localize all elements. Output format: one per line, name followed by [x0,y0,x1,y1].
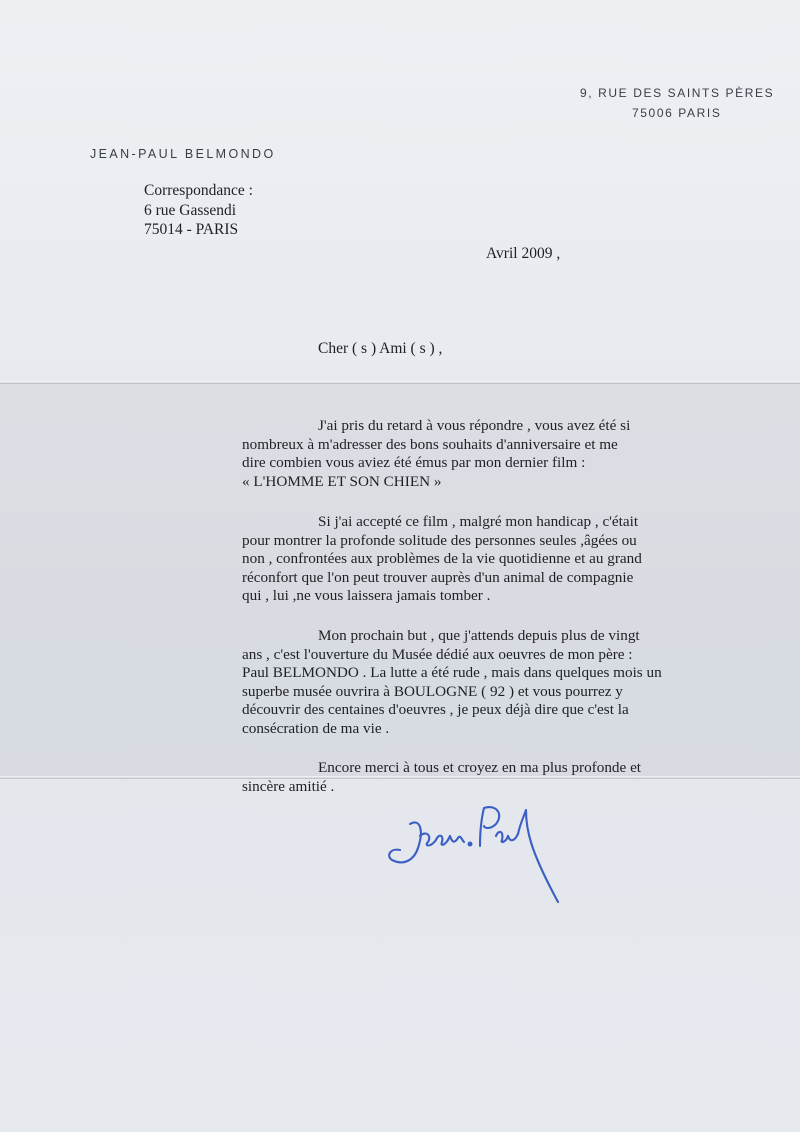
paragraph-line: Paul BELMONDO . La lutte a été rude , mais dans quelques mois un [242,664,662,682]
paragraph-line: Si j'ai accepté ce film , malgré mon handicap , c'était [318,513,639,530]
paragraph-line: réconfort que l'on peut trouver auprès d'un animal de compagnie [242,568,634,586]
paragraph-line: superbe musée ouvrira à BOULOGNE ( 92 ) et vous pourrez y [242,682,623,700]
paragraph-line: découvrir des centaines d'oeuvres , je peux déjà dire que c'est la [242,701,629,719]
paper-fold-upper [0,381,800,384]
letter-date: Avril 2009 , [486,245,561,262]
paragraph-line: Encore merci à tous et croyez en ma plus profonde et [318,759,642,776]
handwritten-signature [380,800,560,910]
paragraph-1 [242,417,712,491]
paragraph-line: pour montrer la profonde solitude des personnes seules ,âgées ou [242,531,637,549]
paragraph-line: sincère amitié . [242,777,335,795]
correspondence-street: 6 rue Gassendi [144,201,237,219]
paragraph-line: « L'HOMME ET SON CHIEN » [242,472,442,490]
paragraph-line: consécration de ma vie . [242,719,390,737]
letterhead-sender: JEAN-PAUL BELMONDO [90,147,276,161]
paragraph-line: Mon prochain but , que j'attends depuis plus de vingt [318,627,640,644]
correspondence-city: 75014 - PARIS [144,221,239,238]
letterhead-address-line2: 75006 PARIS [632,106,722,120]
correspondence-label: Correspondance : [144,182,253,199]
letterhead-address-line1: 9, RUE DES SAINTS PÈRES [580,86,775,100]
paragraph-line: non , confrontées aux problèmes de la vie quotidienne et au grand [242,550,642,568]
paragraph-line: J'ai pris du retard à vous répondre , vous avez été si [318,417,631,434]
paragraph-3 [242,627,712,739]
paragraph-line: dire combien vous aviez été émus par mon dernier film : [242,454,586,472]
paragraph-line: qui , lui ,ne vous laissera jamais tomber . [242,587,491,605]
paragraph-4 [242,759,712,796]
salutation: Cher ( s ) Ami ( s ) , [318,340,443,357]
correspondence-address [144,181,253,240]
paragraph-line: ans , c'est l'ouverture du Musée dédié aux oeuvres de mon père : [242,645,633,663]
paragraph-2 [242,513,712,606]
paragraph-line: nombreux à m'adresser des bons souhaits d'anniversaire et me [242,435,618,453]
